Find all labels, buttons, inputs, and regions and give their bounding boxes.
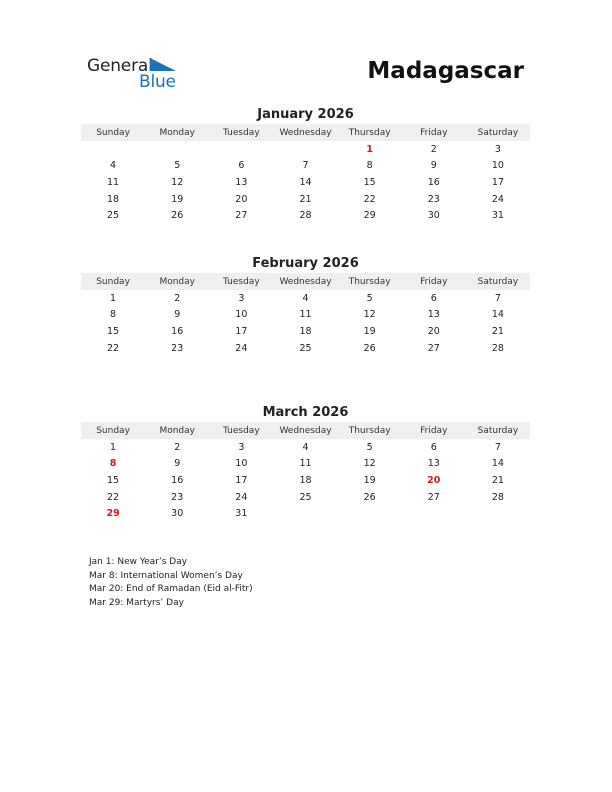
weekday-header: Tuesday — [209, 124, 273, 141]
logo-triangle-icon — [150, 58, 176, 71]
day-cell: 23 — [171, 491, 184, 503]
day-cell: 25 — [299, 342, 312, 354]
day-cell: 7 — [494, 441, 501, 453]
day-cell: 5 — [366, 441, 373, 453]
day-cell: 18 — [299, 474, 312, 486]
day-cell: 21 — [491, 474, 504, 486]
week-row — [81, 174, 530, 191]
weekday-header: Tuesday — [209, 422, 273, 439]
day-cell: 25 — [299, 491, 312, 503]
calendar-grid — [81, 273, 530, 356]
weekday-header-row — [81, 422, 530, 439]
holiday-note: Jan 1: New Year’s Day — [89, 557, 188, 567]
day-cell: 17 — [235, 325, 248, 337]
week-row — [81, 505, 530, 522]
calendar-grid — [81, 422, 530, 522]
day-cell: 30 — [427, 210, 440, 222]
day-cell: 31 — [235, 508, 248, 520]
day-cell: 10 — [235, 309, 248, 321]
weekday-header: Thursday — [338, 273, 402, 290]
weekday-header: Friday — [402, 273, 466, 290]
week-row — [81, 323, 530, 340]
day-cell: 3 — [494, 143, 501, 155]
empty-day-cell — [145, 141, 209, 158]
weekday-header: Friday — [402, 124, 466, 141]
day-cell: 6 — [430, 441, 437, 453]
week-row — [81, 290, 530, 307]
empty-day-cell — [338, 505, 402, 522]
empty-day-cell — [273, 505, 337, 522]
day-cell: 3 — [238, 441, 245, 453]
logo-general-text: General — [87, 56, 153, 76]
day-cell: 1 — [110, 441, 117, 453]
day-cell: 18 — [299, 325, 312, 337]
weekday-header: Wednesday — [273, 273, 337, 290]
day-cell: 24 — [235, 342, 248, 354]
weekday-header-row — [81, 273, 530, 290]
day-cell: 9 — [430, 160, 437, 172]
day-cell: 7 — [494, 292, 501, 304]
day-cell: 22 — [107, 491, 120, 503]
day-cell: 15 — [107, 325, 120, 337]
day-cell: 2 — [430, 143, 437, 155]
weekday-header: Sunday — [81, 124, 145, 141]
day-cell: 26 — [363, 491, 376, 503]
day-cell: 13 — [235, 176, 248, 188]
day-cell: 11 — [299, 309, 312, 321]
day-cell: 17 — [235, 474, 248, 486]
day-cell: 26 — [171, 210, 184, 222]
day-cell: 10 — [491, 160, 504, 172]
weekday-header: Saturday — [466, 124, 530, 141]
holiday-note: Mar 29: Martyrs’ Day — [89, 597, 184, 608]
day-cell: 16 — [171, 474, 184, 486]
logo-blue-text: Blue — [139, 72, 176, 92]
day-cell: 13 — [427, 309, 440, 321]
week-row — [81, 439, 530, 456]
day-cell: 27 — [235, 210, 248, 222]
month-calendar-march — [81, 404, 530, 522]
day-cell: 16 — [171, 325, 184, 337]
holiday-note: Mar 20: End of Ramadan (Eid al-Fitr) — [89, 584, 253, 594]
day-cell: 18 — [107, 193, 120, 205]
weekday-header: Saturday — [466, 273, 530, 290]
day-cell: 29 — [363, 210, 376, 222]
day-cell: 20 — [427, 325, 440, 337]
day-cell: 30 — [171, 508, 184, 520]
day-cell: 25 — [107, 210, 120, 222]
day-cell: 14 — [491, 458, 504, 470]
weekday-header: Sunday — [81, 422, 145, 439]
day-cell: 14 — [299, 176, 312, 188]
day-cell: 27 — [427, 491, 440, 503]
day-cell: 19 — [363, 325, 376, 337]
day-cell: 20 — [235, 193, 248, 205]
day-cell: 6 — [430, 292, 437, 304]
week-row — [81, 489, 530, 506]
day-cell: 23 — [171, 342, 184, 354]
day-cell: 6 — [238, 160, 245, 172]
day-cell: 24 — [235, 491, 248, 503]
day-cell: 16 — [427, 176, 440, 188]
week-row — [81, 340, 530, 357]
weekday-header: Wednesday — [273, 124, 337, 141]
weekday-header: Wednesday — [273, 422, 337, 439]
weekday-header: Tuesday — [209, 273, 273, 290]
holiday-day-cell: 1 — [366, 143, 373, 155]
weekday-header: Friday — [402, 422, 466, 439]
weekday-header-row — [81, 124, 530, 141]
day-cell: 9 — [174, 458, 181, 470]
day-cell: 2 — [174, 441, 181, 453]
day-cell: 14 — [491, 309, 504, 321]
day-cell: 19 — [363, 474, 376, 486]
day-cell: 21 — [299, 193, 312, 205]
empty-day-cell — [209, 141, 273, 158]
weekday-header: Sunday — [81, 273, 145, 290]
holiday-day-cell: 29 — [106, 508, 120, 520]
day-cell: 13 — [427, 458, 440, 470]
holiday-note: Mar 8: International Women’s Day — [89, 570, 243, 581]
day-cell: 5 — [174, 160, 181, 172]
holiday-day-cell: 8 — [109, 458, 117, 470]
day-cell: 12 — [171, 176, 184, 188]
calendar-grid — [81, 124, 530, 224]
holiday-day-cell: 20 — [427, 474, 441, 486]
day-cell: 11 — [107, 176, 120, 188]
day-cell: 12 — [363, 458, 376, 470]
day-cell: 28 — [491, 491, 504, 503]
day-cell: 17 — [491, 176, 504, 188]
empty-day-cell — [466, 505, 530, 522]
day-cell: 28 — [299, 210, 312, 222]
day-cell: 23 — [427, 193, 440, 205]
weekday-header: Monday — [145, 273, 209, 290]
week-row — [81, 472, 530, 489]
day-cell: 12 — [363, 309, 376, 321]
day-cell: 27 — [427, 342, 440, 354]
logo — [87, 56, 187, 92]
week-row — [81, 141, 530, 158]
day-cell: 26 — [363, 342, 376, 354]
day-cell: 15 — [107, 474, 120, 486]
day-cell: 7 — [302, 160, 309, 172]
month-calendar-january — [81, 106, 530, 224]
day-cell: 8 — [110, 309, 117, 321]
day-cell: 31 — [491, 210, 504, 222]
weekday-header: Monday — [145, 124, 209, 141]
weekday-header: Monday — [145, 422, 209, 439]
weekday-header: Saturday — [466, 422, 530, 439]
empty-day-cell — [81, 141, 145, 158]
week-row — [81, 158, 530, 175]
day-cell: 22 — [363, 193, 376, 205]
week-row — [81, 207, 530, 224]
holiday-notes — [89, 556, 253, 610]
week-row — [81, 307, 530, 324]
month-title: February 2026 — [252, 256, 359, 271]
day-cell: 24 — [491, 193, 504, 205]
day-cell: 1 — [110, 292, 117, 304]
day-cell: 5 — [366, 292, 373, 304]
empty-day-cell — [402, 505, 466, 522]
month-title: March 2026 — [262, 405, 349, 420]
day-cell: 2 — [174, 292, 181, 304]
weekday-header: Thursday — [338, 422, 402, 439]
day-cell: 4 — [302, 292, 309, 304]
day-cell: 22 — [107, 342, 120, 354]
day-cell: 28 — [491, 342, 504, 354]
month-calendar-february — [81, 255, 530, 356]
day-cell: 19 — [171, 193, 184, 205]
weekday-header: Thursday — [338, 124, 402, 141]
day-cell: 15 — [363, 176, 376, 188]
week-row — [81, 191, 530, 208]
day-cell: 11 — [299, 458, 312, 470]
day-cell: 4 — [302, 441, 309, 453]
day-cell: 9 — [174, 309, 181, 321]
country-title: Madagascar — [367, 58, 524, 84]
month-title: January 2026 — [257, 107, 354, 122]
day-cell: 10 — [235, 458, 248, 470]
day-cell: 21 — [491, 325, 504, 337]
day-cell: 4 — [110, 160, 117, 172]
empty-day-cell — [273, 141, 337, 158]
day-cell: 3 — [238, 292, 245, 304]
day-cell: 8 — [366, 160, 373, 172]
week-row — [81, 456, 530, 473]
